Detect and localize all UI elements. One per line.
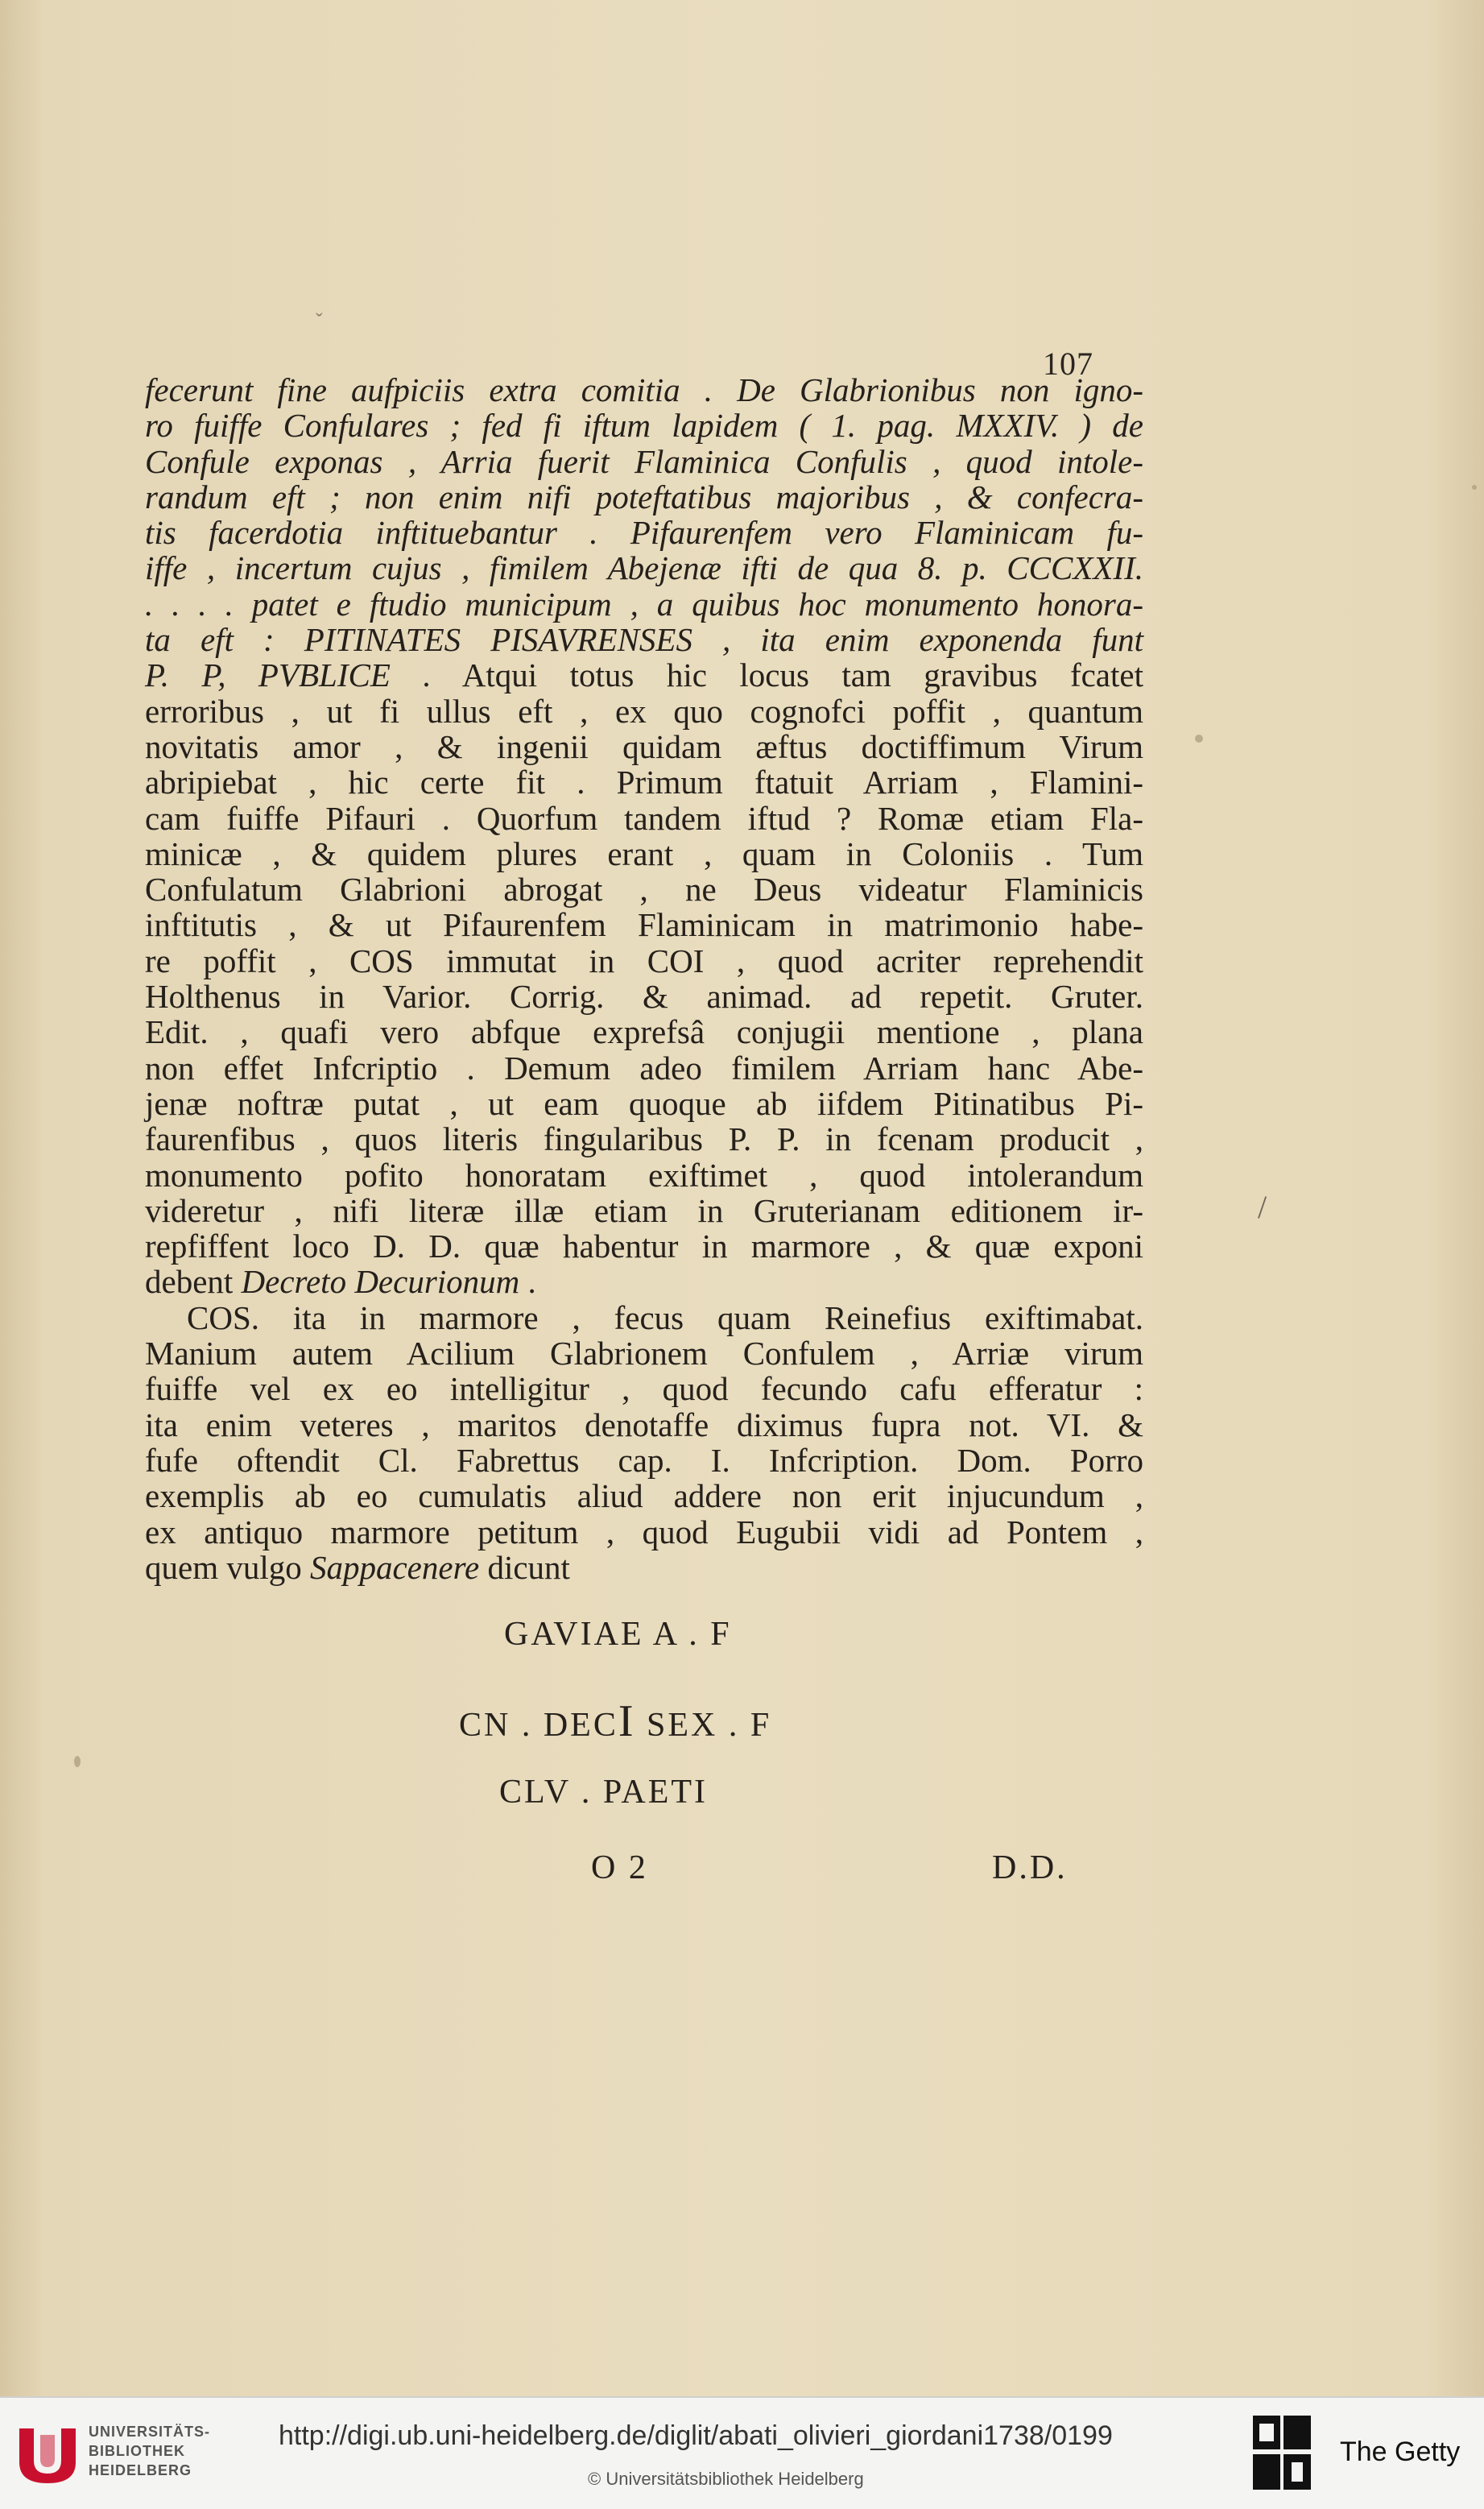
library-name-line-2: BIBLIOTHEK [89, 2443, 185, 2459]
inscription-line-2 [459, 1695, 771, 1747]
roman-segment: debent [145, 1263, 242, 1301]
inscription-line-3: CLV . PAETI [499, 1774, 709, 1811]
inscription-line-2-tall-i: I [618, 1696, 636, 1746]
paper-spot [1195, 735, 1203, 743]
text-line: fecerunt fine aufpiciis extra comitia . De Glabrionibus non igno- [145, 371, 1143, 408]
university-library-logo [11, 2420, 84, 2485]
viewer-footer [0, 2396, 1484, 2509]
text-line: randum eft ; non enim nifi poteftatibus majoribus , & confecra- [145, 478, 1143, 515]
text-line: ita enim veteres , maritos denotaffe diximus fupra not. VI. & [145, 1406, 1143, 1443]
text-line: re poffit , COS immutat in COI , quod acriter reprehendit [145, 942, 1143, 979]
library-name-line-1: UNIVERSITÄTS- [89, 2424, 211, 2440]
inscription-line-4-left: O 2 [591, 1849, 648, 1886]
text-line: iffe , incertum cujus , fimilem Abejenæ ifti de qua 8. p. CCCXXII. [145, 549, 1143, 587]
text-line [145, 657, 1143, 693]
text-line: non effet Infcriptio . Demum adeo fimilem Arriam hanc Abe- [145, 1049, 1143, 1087]
text-line: COS. ita in marmore , fecus quam Reinefius exiftimabat. [187, 1298, 1143, 1336]
text-line: exemplis ab eo cumulatis aliud addere non erit injucundum , [145, 1477, 1143, 1515]
permalink-url[interactable]: http://digi.ub.uni-heidelberg.de/diglit/abati_olivieri_giordani1738/0199 [279, 2420, 1113, 2451]
text-line: cam fuiffe Pifauri . Quorfum tandem iftud ? Romæ etiam Fla- [145, 799, 1143, 837]
italic-segment: P. P, PVBLICE . [145, 656, 432, 694]
text-line: jenæ noftræ putat , ut eam quoque ab iifdem Pitinatibus Pi- [145, 1084, 1143, 1122]
paper-spot [74, 1756, 81, 1767]
roman-segment: dicunt [479, 1548, 570, 1586]
page-number: 107 [1043, 346, 1093, 382]
text-line: faurenfibus , quos literis fingularibus P. P. in fcenam producit , [145, 1120, 1143, 1158]
text-line: ta eft : PITINATES PISAVRENSES , ita enim exponenda funt [145, 621, 1143, 659]
inscription-line-2-part-a: CN . DEC [459, 1707, 618, 1744]
text-line: Manium autem Acilium Glabrionem Confulem , Arriæ virum [145, 1335, 1143, 1372]
getty-label: The Getty [1340, 2437, 1461, 2467]
text-line: abripiebat , hic certe fit . Primum ftatuit Arriam , Flamini- [145, 764, 1143, 801]
roman-segment: Atqui totus hic locus tam gravibus fcatet [431, 656, 1143, 694]
text-line: novitatis amor , & ingenii quidam æftus doctiffimum Virum [145, 727, 1143, 765]
text-line: erroribus , ut fi ullus eft , ex quo cognofci poffit , quantum [145, 692, 1143, 730]
body-text [145, 372, 1143, 1585]
inscription-line-4-right: D.D. [992, 1849, 1068, 1886]
margin-pencil-mark: / [1258, 1189, 1267, 1225]
text-line: tis facerdotia inftituebantur . Pifaurenfem vero Flaminicam fu- [145, 514, 1143, 552]
text-line: inftitutis , & ut Pifaurenfem Flaminicam in matrimonio habe- [145, 906, 1143, 944]
text-line: repfiffent loco D. D. quæ habentur in marmore , & quæ exponi [145, 1228, 1143, 1265]
text-line: Confulatum Glabrioni abrogat , ne Deus videatur Flaminicis [145, 871, 1143, 909]
roman-segment: . [519, 1263, 536, 1301]
text-line: Edit. , quafi vero abfque exprefsâ conjugii mentione , plana [145, 1013, 1143, 1051]
text-line: monumento pofito honoratam exiftimet , quod intolerandum [145, 1156, 1143, 1194]
paper-spot [1472, 485, 1477, 490]
library-name-line-3: HEIDELBERG [89, 2462, 192, 2478]
text-line: Confule exponas , Arria fuerit Flaminica Confulis , quod intole- [145, 442, 1143, 480]
roman-segment: quem vulgo [145, 1548, 310, 1586]
getty-logo [1253, 2416, 1311, 2490]
inscription-line-2-part-c: SEX . F [635, 1707, 772, 1744]
fold-mark: ˇ [316, 309, 323, 333]
inscription-line-1: GAVIAE A . F [504, 1616, 732, 1653]
copyright-notice: © Universitätsbibliothek Heidelberg [588, 2469, 864, 2489]
text-line [145, 1550, 1143, 1585]
library-name [89, 2422, 210, 2480]
text-line [145, 1264, 1143, 1299]
italic-segment: Decreto Decurionum [241, 1263, 520, 1301]
text-line: fuiffe vel ex eo intelligitur , quod fecundo cafu efferatur : [145, 1370, 1143, 1408]
text-line: ro fuiffe Confulares ; fed fi iftum lapidem ( 1. pag. MXXIV. ) de [145, 407, 1143, 445]
text-line: videretur , nifi literæ illæ etiam in Gruterianam editionem ir- [145, 1191, 1143, 1229]
text-line: Holthenus in Varior. Corrig. & animad. ad repetit. Gruter. [145, 978, 1143, 1016]
text-line: minicæ , & quidem plures erant , quam in Coloniis . Tum [145, 834, 1143, 872]
text-line: . . . . patet e ftudio municipum , a quibus hoc monumento honora- [145, 585, 1143, 623]
text-line: ex antiquo marmore petitum , quod Eugubii vidi ad Pontem , [145, 1513, 1143, 1551]
text-line: fufe oftendit Cl. Fabrettus cap. I. Infcription. Dom. Porro [145, 1441, 1143, 1479]
italic-segment: Sappacenere [309, 1548, 480, 1586]
